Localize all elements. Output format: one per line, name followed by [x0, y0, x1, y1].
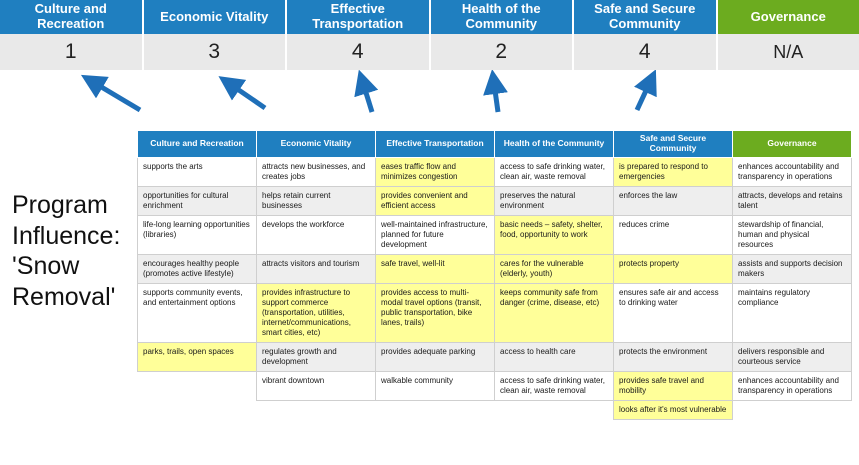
matrix-header-economic-vitality: Economic Vitality [257, 131, 376, 158]
matrix-cell: preserves the natural environment [495, 187, 614, 216]
scorecard-header-health-of-the-community: Health of the Community [431, 0, 575, 34]
arrow-up-left-icon-1 [93, 82, 140, 110]
program-influence-caption: Program Influence: 'Snow Removal' [12, 191, 121, 311]
matrix-cell-empty [376, 401, 495, 420]
table-row [138, 255, 852, 284]
matrix-cell: access to safe drinking water, clean air, waste removal [495, 158, 614, 187]
matrix-cell: supports the arts [138, 158, 257, 187]
score-governance: N/A [773, 41, 804, 62]
matrix-cell: supports community events, and entertainment options [138, 284, 257, 343]
matrix-cell: opportunities for cultural enrichment [138, 187, 257, 216]
scorecard-header-safe-and-secure-community: Safe and Secure Community [574, 0, 718, 34]
scorecard-header-row [0, 0, 859, 34]
matrix-cell-empty [733, 401, 852, 420]
matrix-cell: looks after it's most vulnerable [614, 401, 733, 420]
matrix-cell: protects the environment [614, 343, 733, 372]
matrix-cell: safe travel, well-lit [376, 255, 495, 284]
matrix-cell-empty [257, 401, 376, 420]
matrix-cell: maintains regulatory compliance [733, 284, 852, 343]
matrix-cell: provides infrastructure to support commerce (transportation, utilities, internet/communications, smart cities, etc) [257, 284, 376, 343]
matrix-cell: access to safe drinking water, clean air, waste removal [495, 372, 614, 401]
matrix-cell: ensures safe air and access to drinking water [614, 284, 733, 343]
scorecard-score-row [0, 34, 859, 70]
matrix-header-health-of-the-community: Health of the Community [495, 131, 614, 158]
matrix-header-row [138, 131, 852, 158]
scorecard-header-economic-vitality: Economic Vitality [144, 0, 288, 34]
matrix-cell: reduces crime [614, 216, 733, 255]
matrix-cell: stewardship of financial, human and physical resources [733, 216, 852, 255]
matrix-header-effective-transportation: Effective Transportation [376, 131, 495, 158]
matrix-cell: eases traffic flow and minimizes congestion [376, 158, 495, 187]
scorecard-summary-bar [0, 0, 859, 70]
score-health-of-the-community: 2 [431, 34, 575, 70]
matrix-cell: keeps community safe from danger (crime, disease, etc) [495, 284, 614, 343]
matrix-cell: enhances accountability and transparency in operations [733, 372, 852, 401]
matrix-cell: parks, trails, open spaces [138, 343, 257, 372]
matrix-cell: enforces the law [614, 187, 733, 216]
matrix-cell: is prepared to respond to emergencies [614, 158, 733, 187]
matrix-cell: access to health care [495, 343, 614, 372]
arrow-up-left-icon-2 [230, 84, 265, 108]
matrix-header-safe-and-secure-community: Safe and Secure Community [614, 131, 733, 158]
matrix-cell: enhances accountability and transparency in operations [733, 158, 852, 187]
matrix-cell: helps retain current businesses [257, 187, 376, 216]
score-economic-vitality: 3 [144, 34, 288, 70]
scorecard-header-effective-transportation: Effective Transportation [287, 0, 431, 34]
arrow-up-left-icon-5 [637, 82, 650, 110]
matrix-cell: protects property [614, 255, 733, 284]
matrix-header-culture-and-recreation: Culture and Recreation [138, 131, 257, 158]
matrix-cell: encourages healthy people (promotes active lifestyle) [138, 255, 257, 284]
score-culture-and-recreation: 1 [0, 34, 144, 70]
arrow-up-left-icon-3 [363, 83, 372, 112]
matrix-cell: provides safe travel and mobility [614, 372, 733, 401]
matrix-cell-empty [138, 401, 257, 420]
table-row [138, 216, 852, 255]
matrix-cell: develops the workforce [257, 216, 376, 255]
matrix-cell: basic needs – safety, shelter, food, opportunity to work [495, 216, 614, 255]
matrix-cell: well-maintained infrastructure, planned for future development [376, 216, 495, 255]
matrix-cell: delivers responsible and courteous service [733, 343, 852, 372]
score-effective-transportation: 4 [287, 34, 431, 70]
score-safe-and-secure-community: 4 [574, 34, 718, 70]
matrix-cell: life-long learning opportunities (libraries) [138, 216, 257, 255]
arrow-up-left-icon-4 [494, 83, 498, 112]
table-row [138, 401, 852, 420]
scorecard-header-culture-and-recreation: Culture and Recreation [0, 0, 144, 34]
matrix-cell: vibrant downtown [257, 372, 376, 401]
matrix-cell: provides access to multi-modal travel options (transit, public transportation, bike lanes, trails) [376, 284, 495, 343]
table-row [138, 372, 852, 401]
matrix-cell: cares for the vulnerable (elderly, youth) [495, 255, 614, 284]
matrix-cell: attracts new businesses, and creates jobs [257, 158, 376, 187]
matrix-cell: provides convenient and efficient access [376, 187, 495, 216]
matrix-cell-empty [138, 372, 257, 401]
arrow-group [0, 70, 859, 132]
table-row [138, 343, 852, 372]
matrix-cell-empty [495, 401, 614, 420]
matrix-cell: assists and supports decision makers [733, 255, 852, 284]
priority-matrix-table [137, 130, 852, 420]
table-row [138, 158, 852, 187]
matrix-cell: provides adequate parking [376, 343, 495, 372]
matrix-cell: regulates growth and development [257, 343, 376, 372]
matrix-cell: walkable community [376, 372, 495, 401]
matrix-header-governance: Governance [733, 131, 852, 158]
table-row [138, 187, 852, 216]
matrix-cell: attracts visitors and tourism [257, 255, 376, 284]
matrix-cell: attracts, develops and retains talent [733, 187, 852, 216]
table-row [138, 284, 852, 343]
scorecard-header-governance: Governance [718, 0, 859, 34]
